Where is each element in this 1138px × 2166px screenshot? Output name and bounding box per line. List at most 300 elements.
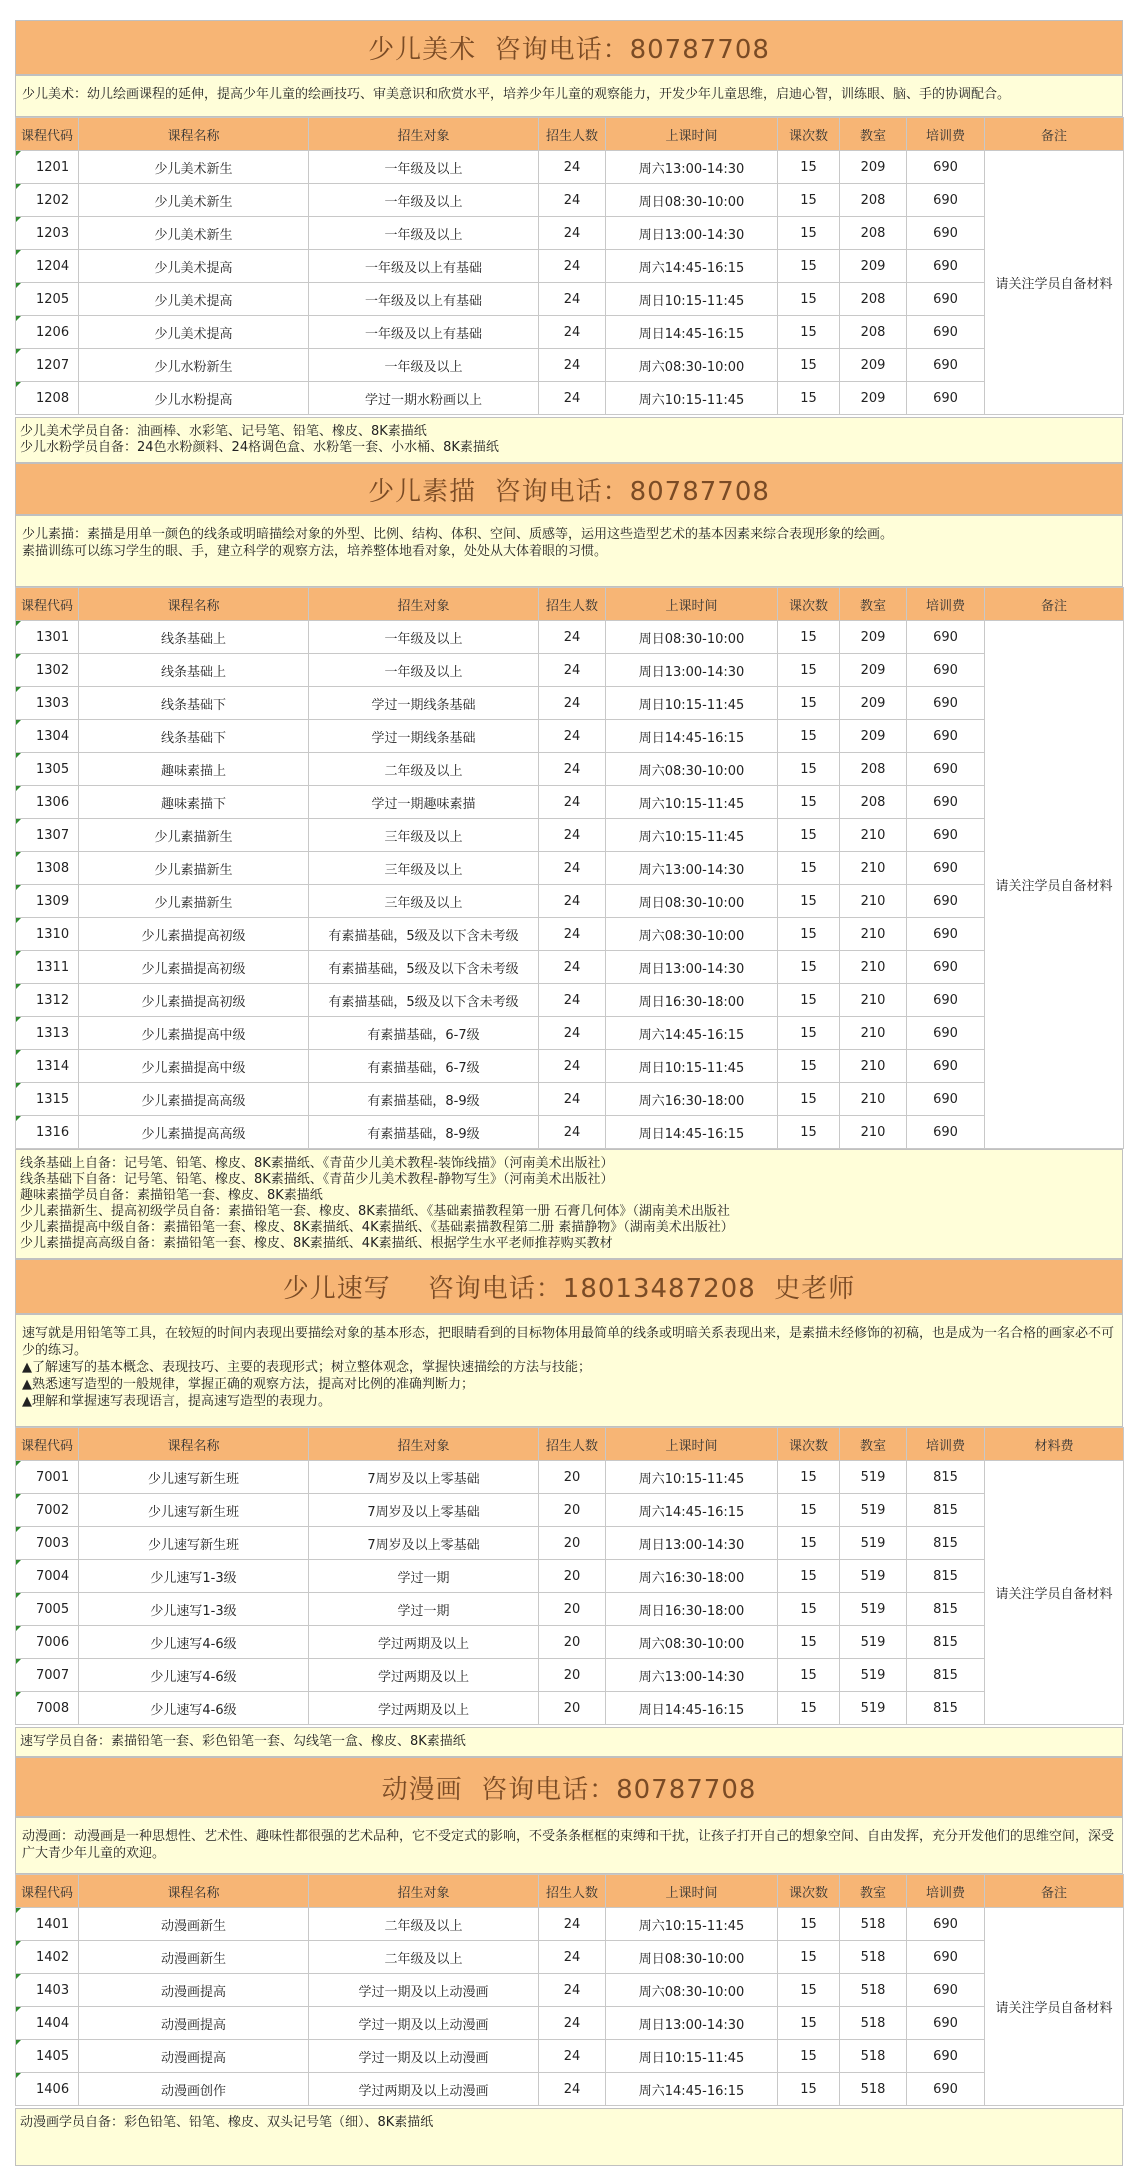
cell-time: 周六16:30-18:00: [606, 1560, 778, 1593]
cell-target: 一年级及以上: [309, 151, 539, 184]
section-title-art: 少儿美术 咨询电话：80787708: [15, 20, 1123, 75]
cell-target: 一年级及以上: [309, 184, 539, 217]
table-header-row: [16, 588, 1124, 621]
cell-sessions: 15: [778, 885, 840, 918]
column-header-room: 教室: [840, 118, 907, 151]
table-row: [16, 382, 1124, 415]
section-description-anime: [15, 1817, 1123, 1874]
cell-capacity: 20: [539, 1692, 606, 1725]
description-line: 素描训练可以练习学生的眼、手，建立科学的观察方法，培养整体地看对象，处处从大体着眼的习惯。: [22, 544, 608, 559]
cell-capacity: 24: [539, 654, 606, 687]
cell-time: 周六16:30-18:00: [606, 1083, 778, 1116]
cell-room: 210: [840, 819, 907, 852]
materials-line: 少儿美术学员自备：油画棒、水彩笔、记号笔、铅笔、橡皮、8K素描纸: [20, 424, 427, 439]
cell-time: 周日08:30-10:00: [606, 1941, 778, 1974]
cell-capacity: 24: [539, 1017, 606, 1050]
cell-sessions: 15: [778, 1527, 840, 1560]
cell-capacity: 24: [539, 316, 606, 349]
cell-sessions: 15: [778, 918, 840, 951]
cell-target: 二年级及以上: [309, 1941, 539, 1974]
cell-target: 一年级及以上有基础: [309, 283, 539, 316]
cell-room: 519: [840, 1527, 907, 1560]
column-header-capacity: 招生人数: [539, 588, 606, 621]
cell-fee: 690: [907, 250, 985, 283]
cell-code: 1207: [16, 349, 79, 382]
cell-room: 519: [840, 1659, 907, 1692]
table-row: [16, 852, 1124, 885]
cell-name: 少儿速写新生班: [79, 1527, 309, 1560]
cell-time: 周日14:45-16:15: [606, 1692, 778, 1725]
note-cell: 请关注学员自备材料: [985, 151, 1124, 415]
cell-fee: 690: [907, 2040, 985, 2073]
column-header-name: 课程名称: [79, 118, 309, 151]
cell-target: 学过一期趣味素描: [309, 786, 539, 819]
column-header-sessions: 课次数: [778, 1875, 840, 1908]
cell-time: 周日10:15-11:45: [606, 687, 778, 720]
cell-name: 趣味素描下: [79, 786, 309, 819]
cell-name: 少儿速写4-6级: [79, 1659, 309, 1692]
cell-capacity: 24: [539, 720, 606, 753]
cell-fee: 690: [907, 2007, 985, 2040]
cell-sessions: 15: [778, 2073, 840, 2106]
cell-target: 学过一期及以上动漫画: [309, 2007, 539, 2040]
cell-name: 少儿素描提高高级: [79, 1083, 309, 1116]
cell-target: 7周岁及以上零基础: [309, 1527, 539, 1560]
cell-room: 208: [840, 753, 907, 786]
table-row: [16, 1692, 1124, 1725]
cell-room: 210: [840, 984, 907, 1017]
cell-time: 周日13:00-14:30: [606, 217, 778, 250]
description-line: 少儿美术：幼儿绘画课程的延伸，提高少年儿童的绘画技巧、审美意识和欣赏水平，培养少年儿童的观察能力，开发少年儿童思维，启迪心智，训练眼、脑、手的协调配合。: [22, 87, 1011, 102]
cell-code: 1206: [16, 316, 79, 349]
cell-capacity: 20: [539, 1626, 606, 1659]
cell-target: 三年级及以上: [309, 852, 539, 885]
cell-target: 一年级及以上有基础: [309, 250, 539, 283]
cell-code: 7006: [16, 1626, 79, 1659]
cell-capacity: 20: [539, 1593, 606, 1626]
cell-fee: 690: [907, 349, 985, 382]
cell-time: 周日14:45-16:15: [606, 720, 778, 753]
cell-target: 7周岁及以上零基础: [309, 1494, 539, 1527]
column-header-name: 课程名称: [79, 588, 309, 621]
cell-fee: 690: [907, 184, 985, 217]
cell-target: 三年级及以上: [309, 819, 539, 852]
cell-name: 少儿素描新生: [79, 852, 309, 885]
cell-code: 1201: [16, 151, 79, 184]
cell-target: 学过一期: [309, 1593, 539, 1626]
cell-fee: 690: [907, 1050, 985, 1083]
cell-time: 周日16:30-18:00: [606, 1593, 778, 1626]
section-materials-art: [15, 417, 1123, 463]
cell-code: 1404: [16, 2007, 79, 2040]
materials-line: 线条基础下自备：记号笔、铅笔、橡皮、8K素描纸、《青苗少儿美术教程-静物写生》（河南美术出版社）: [20, 1172, 614, 1187]
cell-capacity: 20: [539, 1659, 606, 1692]
cell-room: 210: [840, 852, 907, 885]
cell-code: 1306: [16, 786, 79, 819]
cell-code: 1315: [16, 1083, 79, 1116]
cell-code: 7003: [16, 1527, 79, 1560]
column-header-fee: 培训费: [907, 1875, 985, 1908]
cell-room: 518: [840, 2007, 907, 2040]
cell-time: 周六08:30-10:00: [606, 753, 778, 786]
cell-code: 7002: [16, 1494, 79, 1527]
cell-time: 周六14:45-16:15: [606, 1494, 778, 1527]
cell-target: 学过一期线条基础: [309, 687, 539, 720]
table-row: [16, 1593, 1124, 1626]
cell-name: 少儿速写新生班: [79, 1494, 309, 1527]
course-table-speed-sketch: [15, 1427, 1124, 1725]
cell-code: 7001: [16, 1461, 79, 1494]
materials-line: 速写学员自备：素描铅笔一套、彩色铅笔一套、勾线笔一盒、橡皮、8K素描纸: [20, 1734, 466, 1749]
column-header-fee: 培训费: [907, 118, 985, 151]
table-row: [16, 1626, 1124, 1659]
table-row: [16, 1116, 1124, 1149]
column-header-time: 上课时间: [606, 1428, 778, 1461]
cell-name: 少儿水粉提高: [79, 382, 309, 415]
cell-time: 周六10:15-11:45: [606, 1461, 778, 1494]
cell-sessions: 15: [778, 1116, 840, 1149]
cell-capacity: 24: [539, 984, 606, 1017]
table-row: [16, 1050, 1124, 1083]
column-header-capacity: 招生人数: [539, 1875, 606, 1908]
cell-sessions: 15: [778, 1908, 840, 1941]
cell-sessions: 15: [778, 1050, 840, 1083]
cell-room: 209: [840, 621, 907, 654]
cell-room: 209: [840, 654, 907, 687]
column-header-code: 课程代码: [16, 118, 79, 151]
table-row: [16, 349, 1124, 382]
cell-time: 周日13:00-14:30: [606, 654, 778, 687]
cell-code: 1205: [16, 283, 79, 316]
materials-line: 趣味素描学员自备：素描铅笔一套、橡皮、8K素描纸: [20, 1188, 323, 1203]
cell-name: 少儿美术提高: [79, 283, 309, 316]
cell-sessions: 15: [778, 217, 840, 250]
cell-room: 210: [840, 1083, 907, 1116]
cell-time: 周日14:45-16:15: [606, 1116, 778, 1149]
description-line: 速写就是用铅笔等工具，在较短的时间内表现出要描绘对象的基本形态，把眼睛看到的目标物体用最简单的线条或明暗关系表现出来，是素描未经修饰的初稿，也是成为一名合格的画家必不可: [22, 1326, 1115, 1341]
column-header-time: 上课时间: [606, 1875, 778, 1908]
table-row: [16, 184, 1124, 217]
cell-sessions: 15: [778, 654, 840, 687]
cell-name: 少儿素描提高初级: [79, 951, 309, 984]
cell-fee: 690: [907, 1083, 985, 1116]
cell-fee: 690: [907, 654, 985, 687]
table-row: [16, 621, 1124, 654]
column-header-fee: 培训费: [907, 1428, 985, 1461]
column-header-name: 课程名称: [79, 1875, 309, 1908]
cell-name: 少儿素描新生: [79, 819, 309, 852]
cell-sessions: 15: [778, 753, 840, 786]
section-description-speed-sketch: [15, 1314, 1123, 1427]
cell-target: 有素描基础，6-7级: [309, 1017, 539, 1050]
cell-name: 少儿素描提高初级: [79, 984, 309, 1017]
cell-name: 少儿美术提高: [79, 316, 309, 349]
cell-code: 1204: [16, 250, 79, 283]
table-row: [16, 1560, 1124, 1593]
cell-fee: 815: [907, 1692, 985, 1725]
cell-room: 519: [840, 1593, 907, 1626]
column-header-capacity: 招生人数: [539, 118, 606, 151]
cell-capacity: 20: [539, 1560, 606, 1593]
column-header-target: 招生对象: [309, 1875, 539, 1908]
cell-code: 7008: [16, 1692, 79, 1725]
column-header-target: 招生对象: [309, 118, 539, 151]
cell-code: 1208: [16, 382, 79, 415]
cell-room: 519: [840, 1461, 907, 1494]
cell-fee: 690: [907, 1941, 985, 1974]
materials-line: 少儿水粉学员自备：24色水粉颜料、24格调色盒、水粉笔一套、小水桶、8K素描纸: [20, 440, 499, 455]
cell-time: 周日08:30-10:00: [606, 184, 778, 217]
cell-name: 线条基础上: [79, 654, 309, 687]
materials-line: 少儿素描新生、提高初级学员自备：素描铅笔一套、橡皮、8K素描纸、《基础素描教程第一册 石膏几何体》（湖南美术出版社: [20, 1204, 730, 1219]
table-row: [16, 2007, 1124, 2040]
table-row: [16, 819, 1124, 852]
cell-target: 学过两期及以上: [309, 1692, 539, 1725]
cell-capacity: 24: [539, 2073, 606, 2106]
cell-name: 少儿美术新生: [79, 217, 309, 250]
column-header-code: 课程代码: [16, 1875, 79, 1908]
cell-time: 周日10:15-11:45: [606, 2040, 778, 2073]
cell-sessions: 15: [778, 1974, 840, 2007]
cell-code: 1316: [16, 1116, 79, 1149]
table-row: [16, 1908, 1124, 1941]
cell-name: 动漫画提高: [79, 2007, 309, 2040]
cell-fee: 690: [907, 621, 985, 654]
cell-capacity: 24: [539, 885, 606, 918]
cell-time: 周六14:45-16:15: [606, 1017, 778, 1050]
cell-target: 有素描基础，5级及以下含未考级: [309, 918, 539, 951]
cell-sessions: 15: [778, 852, 840, 885]
cell-capacity: 24: [539, 918, 606, 951]
table-row: [16, 984, 1124, 1017]
cell-fee: 815: [907, 1494, 985, 1527]
cell-time: 周日08:30-10:00: [606, 621, 778, 654]
table-row: [16, 654, 1124, 687]
cell-code: 7007: [16, 1659, 79, 1692]
cell-name: 少儿速写新生班: [79, 1461, 309, 1494]
cell-capacity: 24: [539, 1908, 606, 1941]
cell-name: 线条基础下: [79, 687, 309, 720]
cell-sessions: 15: [778, 1692, 840, 1725]
cell-target: 有素描基础，6-7级: [309, 1050, 539, 1083]
cell-name: 少儿速写4-6级: [79, 1626, 309, 1659]
cell-capacity: 24: [539, 283, 606, 316]
cell-room: 210: [840, 1017, 907, 1050]
cell-room: 518: [840, 2040, 907, 2073]
cell-code: 7005: [16, 1593, 79, 1626]
section-materials-sketch: [15, 1149, 1123, 1259]
column-header-room: 教室: [840, 1428, 907, 1461]
cell-capacity: 24: [539, 151, 606, 184]
cell-target: 有素描基础，8-9级: [309, 1116, 539, 1149]
section-materials-speed-sketch: [15, 1727, 1123, 1757]
cell-room: 519: [840, 1692, 907, 1725]
table-row: [16, 1527, 1124, 1560]
table-row: [16, 885, 1124, 918]
cell-name: 动漫画创作: [79, 2073, 309, 2106]
table-row: [16, 1941, 1124, 1974]
cell-sessions: 15: [778, 819, 840, 852]
cell-time: 周六13:00-14:30: [606, 151, 778, 184]
cell-capacity: 24: [539, 753, 606, 786]
cell-code: 7004: [16, 1560, 79, 1593]
cell-sessions: 15: [778, 687, 840, 720]
cell-fee: 690: [907, 918, 985, 951]
cell-room: 519: [840, 1626, 907, 1659]
cell-name: 少儿素描提高中级: [79, 1050, 309, 1083]
cell-target: 一年级及以上: [309, 621, 539, 654]
materials-line: 少儿素描提高高级自备：素描铅笔一套、橡皮、8K素描纸、4K素描纸、根据学生水平老师推荐购买教材: [20, 1236, 613, 1251]
cell-target: 三年级及以上: [309, 885, 539, 918]
cell-room: 210: [840, 1050, 907, 1083]
table-row: [16, 1017, 1124, 1050]
cell-fee: 815: [907, 1560, 985, 1593]
table-row: [16, 151, 1124, 184]
column-header-note: 备注: [985, 1875, 1124, 1908]
cell-time: 周六14:45-16:15: [606, 250, 778, 283]
cell-fee: 690: [907, 1908, 985, 1941]
cell-sessions: 15: [778, 1659, 840, 1692]
section-title-speed-sketch: 少儿速写 咨询电话：18013487208 史老师: [15, 1259, 1123, 1314]
cell-room: 519: [840, 1494, 907, 1527]
cell-time: 周六10:15-11:45: [606, 786, 778, 819]
cell-room: 519: [840, 1560, 907, 1593]
cell-target: 一年级及以上: [309, 217, 539, 250]
cell-capacity: 24: [539, 687, 606, 720]
table-row: [16, 250, 1124, 283]
cell-code: 1405: [16, 2040, 79, 2073]
cell-time: 周六08:30-10:00: [606, 1974, 778, 2007]
cell-fee: 815: [907, 1659, 985, 1692]
cell-target: 有素描基础，5级及以下含未考级: [309, 984, 539, 1017]
cell-fee: 690: [907, 885, 985, 918]
cell-room: 208: [840, 184, 907, 217]
cell-fee: 690: [907, 1116, 985, 1149]
cell-capacity: 20: [539, 1494, 606, 1527]
cell-time: 周日08:30-10:00: [606, 885, 778, 918]
cell-time: 周六08:30-10:00: [606, 918, 778, 951]
cell-name: 少儿美术提高: [79, 250, 309, 283]
cell-sessions: 15: [778, 1626, 840, 1659]
cell-time: 周日10:15-11:45: [606, 283, 778, 316]
cell-capacity: 24: [539, 621, 606, 654]
cell-time: 周日13:00-14:30: [606, 1527, 778, 1560]
cell-fee: 815: [907, 1461, 985, 1494]
column-header-code: 课程代码: [16, 1428, 79, 1461]
table-header-row: [16, 1428, 1124, 1461]
table-row: [16, 1083, 1124, 1116]
cell-code: 1304: [16, 720, 79, 753]
cell-target: 学过一期及以上动漫画: [309, 2040, 539, 2073]
table-row: [16, 2040, 1124, 2073]
cell-fee: 690: [907, 217, 985, 250]
cell-name: 动漫画提高: [79, 2040, 309, 2073]
cell-name: 少儿素描提高高级: [79, 1116, 309, 1149]
note-cell: 请关注学员自备材料: [985, 1461, 1124, 1725]
cell-fee: 690: [907, 382, 985, 415]
cell-capacity: 24: [539, 1974, 606, 2007]
cell-code: 1403: [16, 1974, 79, 2007]
cell-code: 1310: [16, 918, 79, 951]
table-row: [16, 918, 1124, 951]
column-header-name: 课程名称: [79, 1428, 309, 1461]
column-header-capacity: 招生人数: [539, 1428, 606, 1461]
cell-name: 动漫画提高: [79, 1974, 309, 2007]
column-header-target: 招生对象: [309, 1428, 539, 1461]
cell-capacity: 24: [539, 1083, 606, 1116]
description-line: ▲了解速写的基本概念、表现技巧、主要的表现形式；树立整体观念，掌握快速描绘的方法与技能；: [22, 1360, 591, 1375]
cell-sessions: 15: [778, 1017, 840, 1050]
cell-sessions: 15: [778, 1461, 840, 1494]
cell-target: 二年级及以上: [309, 753, 539, 786]
cell-sessions: 15: [778, 250, 840, 283]
cell-time: 周日16:30-18:00: [606, 984, 778, 1017]
cell-fee: 690: [907, 316, 985, 349]
cell-name: 动漫画新生: [79, 1908, 309, 1941]
course-table-anime: [15, 1874, 1124, 2106]
cell-target: 学过一期: [309, 1560, 539, 1593]
cell-name: 少儿美术新生: [79, 184, 309, 217]
cell-sessions: 15: [778, 1560, 840, 1593]
table-row: [16, 316, 1124, 349]
cell-time: 周六10:15-11:45: [606, 382, 778, 415]
cell-sessions: 15: [778, 316, 840, 349]
table-row: [16, 283, 1124, 316]
cell-sessions: 15: [778, 382, 840, 415]
cell-fee: 690: [907, 687, 985, 720]
cell-time: 周日14:45-16:15: [606, 316, 778, 349]
table-row: [16, 1659, 1124, 1692]
cell-capacity: 24: [539, 184, 606, 217]
cell-time: 周六10:15-11:45: [606, 819, 778, 852]
cell-time: 周六13:00-14:30: [606, 852, 778, 885]
cell-time: 周六14:45-16:15: [606, 2073, 778, 2106]
cell-capacity: 24: [539, 382, 606, 415]
cell-code: 1402: [16, 1941, 79, 1974]
cell-name: 少儿水粉新生: [79, 349, 309, 382]
cell-room: 518: [840, 1908, 907, 1941]
cell-code: 1406: [16, 2073, 79, 2106]
description-line: ▲理解和掌握速写表现语言，提高速写造型的表现力。: [22, 1394, 331, 1409]
column-header-target: 招生对象: [309, 588, 539, 621]
cell-capacity: 24: [539, 1116, 606, 1149]
cell-fee: 815: [907, 1626, 985, 1659]
cell-target: 学过一期水粉画以上: [309, 382, 539, 415]
column-header-sessions: 课次数: [778, 118, 840, 151]
table-row: [16, 217, 1124, 250]
cell-room: 210: [840, 918, 907, 951]
description-line: 少儿素描：素描是用单一颜色的线条或明暗描绘对象的外型、比例、结构、体积、空间、质感等，运用这些造型艺术的基本因素来综合表现形象的绘画。: [22, 527, 894, 542]
cell-time: 周六10:15-11:45: [606, 1908, 778, 1941]
cell-sessions: 15: [778, 2040, 840, 2073]
cell-sessions: 15: [778, 951, 840, 984]
cell-fee: 815: [907, 1527, 985, 1560]
cell-code: 1313: [16, 1017, 79, 1050]
cell-capacity: 24: [539, 217, 606, 250]
column-header-code: 课程代码: [16, 588, 79, 621]
cell-sessions: 15: [778, 984, 840, 1017]
cell-name: 少儿速写1-3级: [79, 1560, 309, 1593]
cell-room: 208: [840, 283, 907, 316]
cell-sessions: 15: [778, 151, 840, 184]
cell-sessions: 15: [778, 786, 840, 819]
cell-room: 209: [840, 151, 907, 184]
cell-fee: 690: [907, 720, 985, 753]
table-row: [16, 1494, 1124, 1527]
description-line: 动漫画：动漫画是一种思想性、艺术性、趣味性都很强的艺术品种，它不受定式的影响，不受条条框框的束缚和干扰，让孩子打开自己的想象空间、自由发挥，充分开发他们的思维空间，深受: [22, 1829, 1115, 1844]
course-table-art: [15, 117, 1124, 415]
cell-capacity: 24: [539, 819, 606, 852]
